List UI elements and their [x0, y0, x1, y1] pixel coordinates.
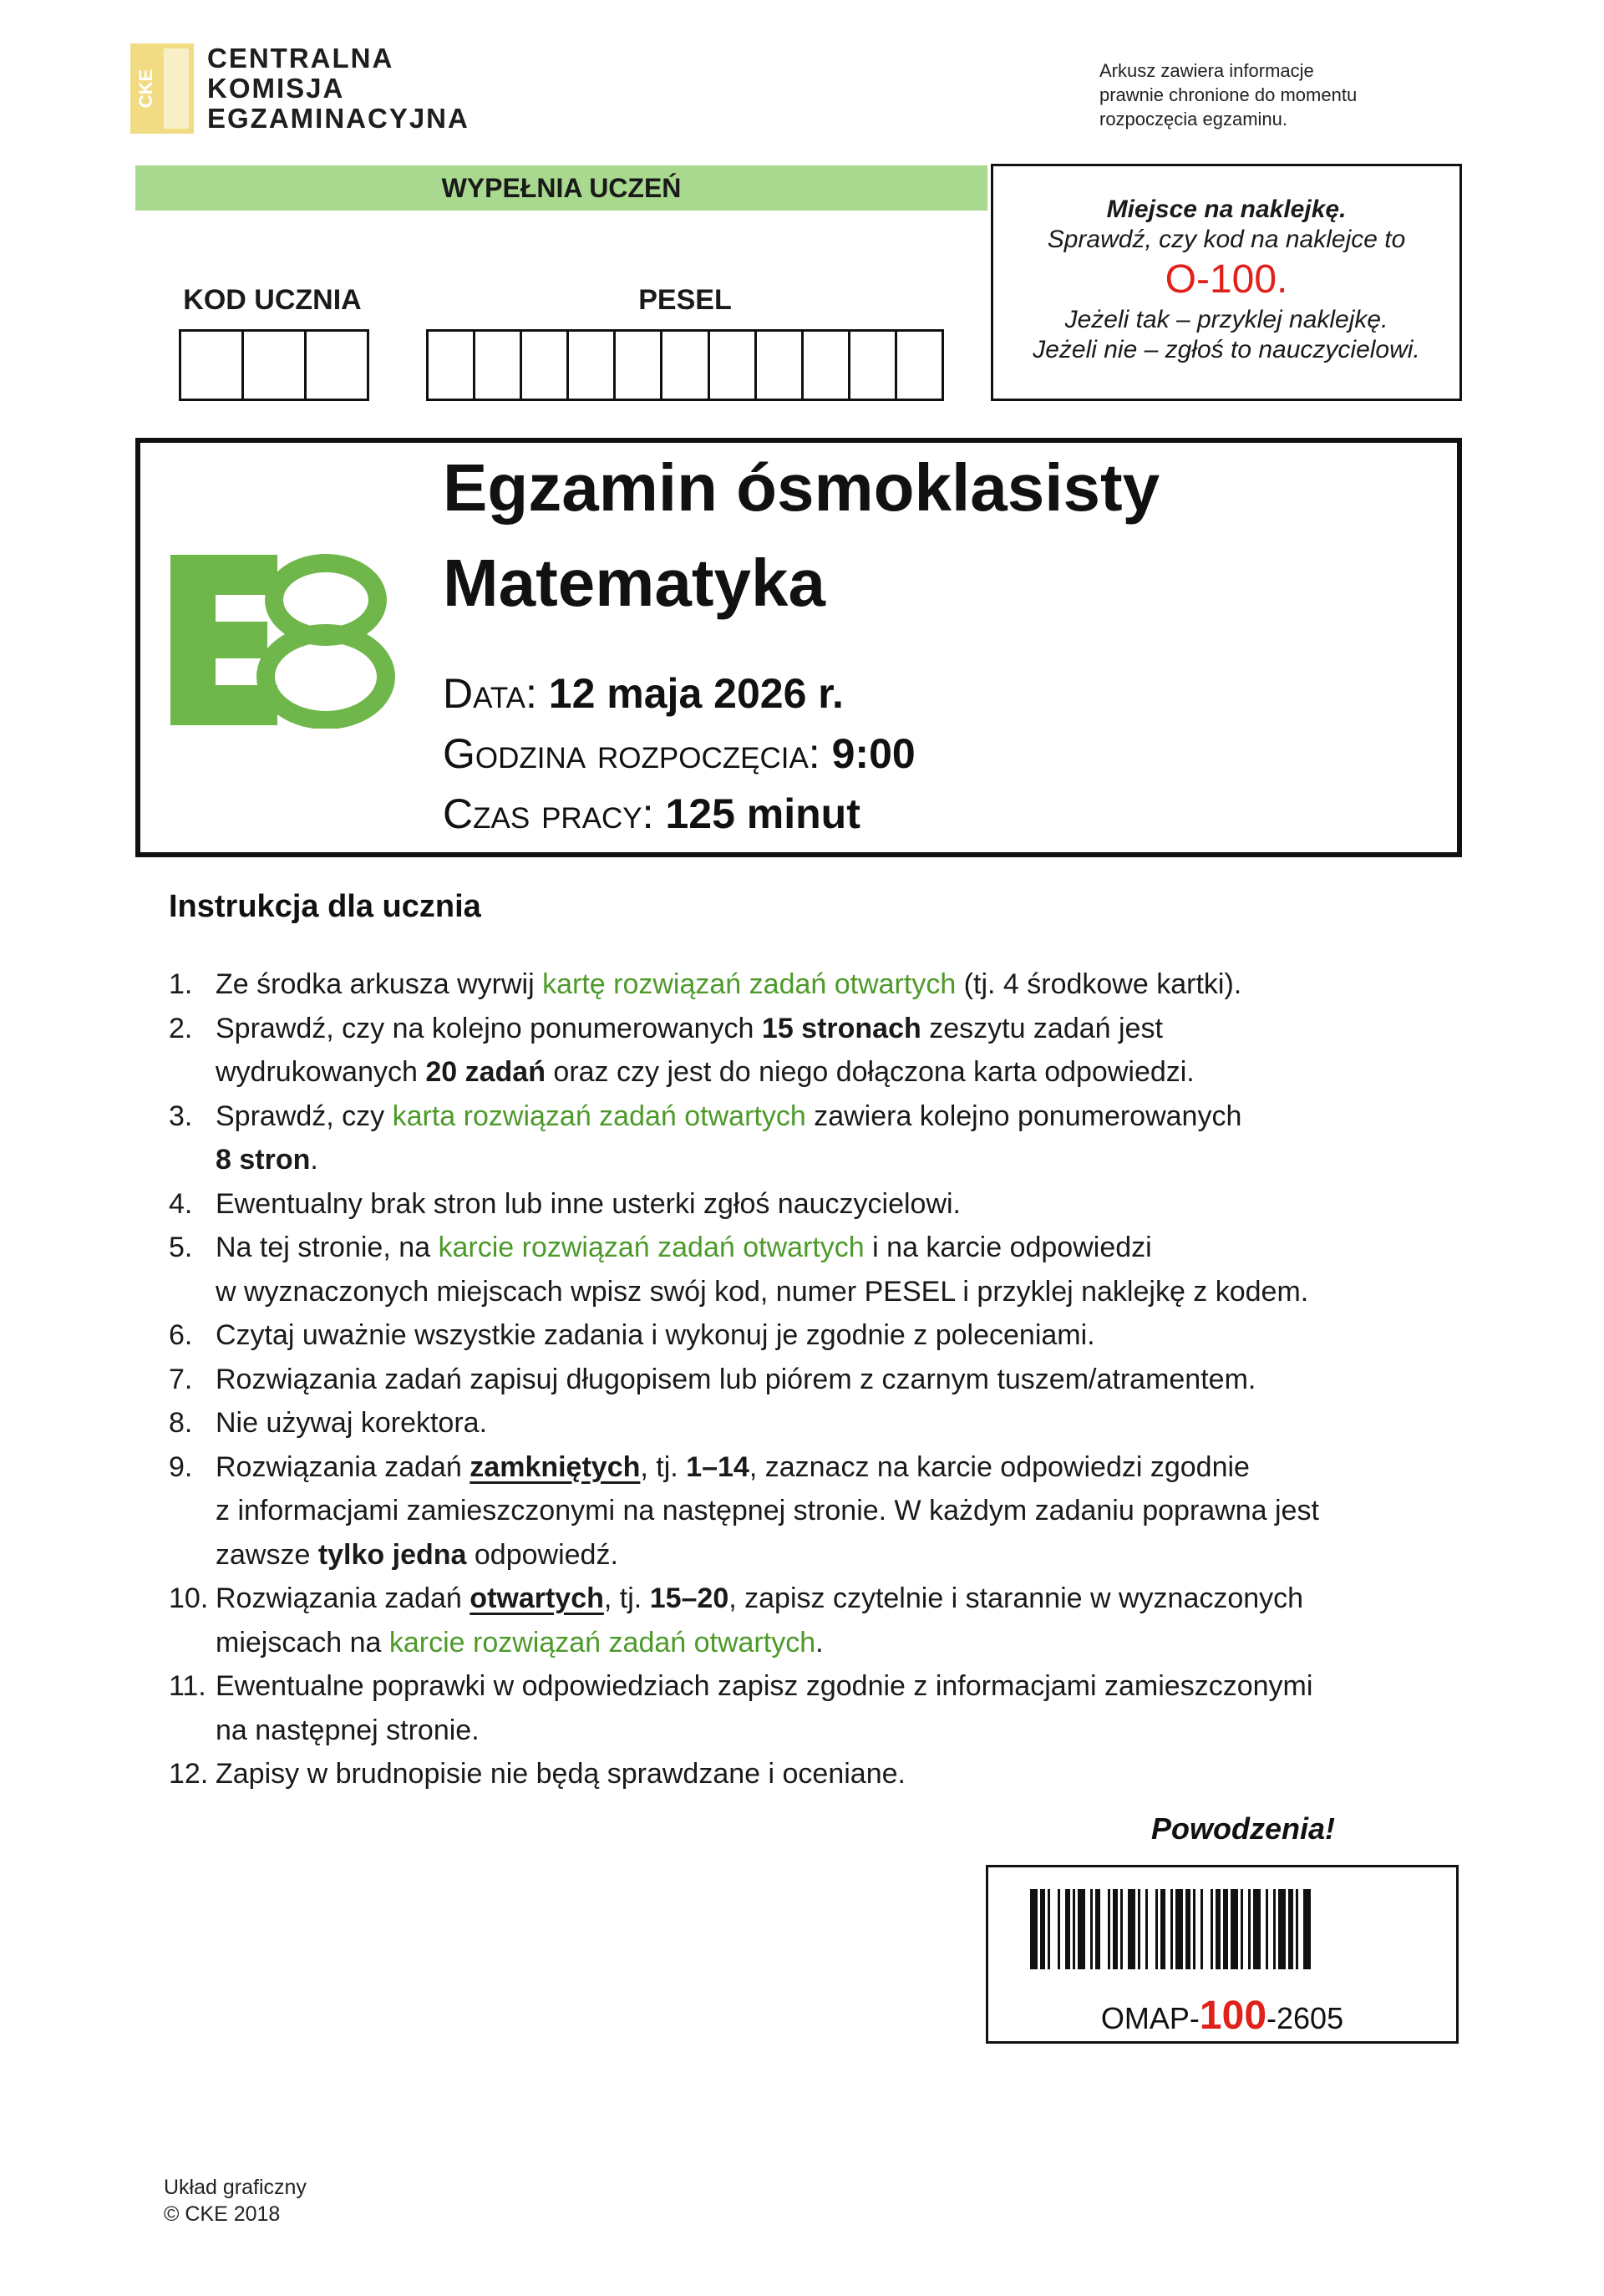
- instruction-text: [216, 1401, 1422, 1445]
- org-line-3: EGZAMINACYJNA: [207, 103, 470, 134]
- instruction-text: [216, 1577, 1422, 1664]
- instruction-text: [216, 1358, 1422, 1402]
- notice-line: rozpoczęcia egzaminu.: [1099, 109, 1288, 130]
- instruction-segment: Czytaj uważnie wszystkie zadania i wykonuj je zgodnie z poleceniami.: [216, 1319, 1095, 1351]
- barcode-bar: [1090, 1889, 1093, 1969]
- org-line-1: CENTRALNA: [207, 43, 394, 74]
- instruction-segment: Ewentualne poprawki w odpowiedziach zapisz zgodnie z informacjami zamieszczonymi: [216, 1670, 1313, 1702]
- sticker-code-value: O-100: [1165, 257, 1277, 302]
- instruction-segment: Na tej stronie, na: [216, 1232, 439, 1263]
- barcode-bar: [1248, 1889, 1251, 1969]
- instruction-segment: Nie używaj korektora.: [216, 1407, 488, 1439]
- e8-logo-icon: [167, 551, 398, 729]
- instruction-item: [169, 1752, 1422, 1796]
- instruction-item: [169, 1095, 1422, 1182]
- instruction-emphasis: 15 stronach: [761, 1012, 921, 1044]
- exam-date-label: Data:: [443, 670, 537, 717]
- barcode-bar: [1273, 1889, 1276, 1969]
- org-line-2: KOMISJA: [207, 73, 345, 104]
- instruction-number: 2.: [169, 1012, 193, 1044]
- instruction-highlight: karta rozwiązań zadań otwartych: [392, 1100, 806, 1132]
- pesel-cell[interactable]: [804, 332, 850, 399]
- barcode-bar: [1216, 1889, 1221, 1969]
- barcode-bar: [1030, 1889, 1038, 1969]
- instruction-number: 6.: [169, 1319, 193, 1351]
- instruction-text: [216, 963, 1422, 1007]
- instruction-text: [216, 1445, 1422, 1577]
- barcode-box: [986, 1865, 1459, 2044]
- barcode-bar: [1266, 1889, 1268, 1969]
- instruction-segment: , tj.: [603, 1582, 650, 1614]
- pesel-cell[interactable]: [757, 332, 804, 399]
- barcode-bar: [1138, 1889, 1140, 1969]
- instruction-number: 4.: [169, 1187, 193, 1220]
- confidentiality-notice: [1099, 58, 1434, 131]
- sticker-code: [993, 257, 1459, 303]
- barcode-bar: [1211, 1889, 1213, 1969]
- barcode-bar: [1170, 1889, 1173, 1969]
- instruction-segment: zeszytu zadań jest: [921, 1012, 1163, 1044]
- good-luck-text: Powodzenia!: [1150, 1811, 1335, 1846]
- barcode-bar: [1128, 1889, 1135, 1969]
- instruction-segment: , zapisz czytelnie i starannie w wyznaczonych: [728, 1582, 1304, 1614]
- instruction-emphasis: 8 stron: [216, 1144, 311, 1176]
- instruction-segment: Ze środka arkusza wyrwij: [216, 968, 543, 1000]
- sticker-no-line: Jeżeli nie – zgłoś to nauczycielowi.: [1033, 336, 1420, 363]
- cke-emblem-text: CKE: [135, 69, 156, 109]
- instruction-segment: zawiera kolejno ponumerowanych: [805, 1100, 1242, 1132]
- barcode-bar: [1155, 1889, 1158, 1969]
- pesel-cell[interactable]: [662, 332, 709, 399]
- instruction-item: [169, 1313, 1422, 1358]
- instruction-segment: Rozwiązania zadań zapisuj długopisem lub piórem z czarnym tuszem/atramentem.: [216, 1363, 1256, 1395]
- student-code-cell[interactable]: [307, 332, 367, 399]
- barcode-bar: [1223, 1889, 1228, 1969]
- barcode-bar: [1278, 1889, 1286, 1969]
- instruction-segment: (tj. 4 środkowe kartki).: [956, 968, 1242, 1000]
- barcode-bar: [1113, 1889, 1118, 1969]
- notice-line: prawnie chronione do momentu: [1099, 84, 1358, 105]
- barcode-bar: [1231, 1889, 1238, 1969]
- exam-title: Egzamin ósmoklasisty: [443, 450, 1160, 525]
- pesel-cell[interactable]: [522, 332, 569, 399]
- instruction-segment: z informacjami zamieszczonymi na następnej stronie. W każdym zadaniu poprawna jest: [216, 1495, 1319, 1526]
- instruction-segment: i na karcie odpowiedzi: [864, 1232, 1152, 1263]
- pesel-cell[interactable]: [710, 332, 757, 399]
- instruction-highlight: kartę rozwiązań zadań otwartych: [542, 968, 957, 1000]
- instruction-text: [216, 1226, 1422, 1313]
- instruction-emphasis: 15–20: [649, 1582, 729, 1614]
- sticker-code-period: .: [1277, 257, 1288, 302]
- notice-line: Arkusz zawiera informacje: [1099, 60, 1314, 81]
- instruction-number: 11.: [169, 1670, 206, 1702]
- pesel-cell[interactable]: [616, 332, 662, 399]
- instruction-item: [169, 1401, 1422, 1445]
- instruction-item: [169, 1664, 1422, 1752]
- instruction-text: [216, 1313, 1422, 1358]
- cke-logo: [130, 43, 470, 137]
- instruction-segment: , tj.: [640, 1450, 687, 1483]
- sticker-title: Miejsce na naklejkę.: [1106, 196, 1347, 223]
- barcode-bar: [1303, 1889, 1311, 1969]
- barcode-icon: [1030, 1889, 1419, 1973]
- barcode-bar: [1145, 1889, 1148, 1969]
- instruction-item: [169, 1445, 1422, 1577]
- instruction-segment: miejscach na: [216, 1626, 389, 1659]
- instruction-segment: Sprawdź, czy na kolejno ponumerowanych: [216, 1012, 762, 1044]
- instruction-number: 3.: [169, 1100, 193, 1132]
- instruction-segment: .: [310, 1144, 318, 1176]
- barcode-bar: [1241, 1889, 1243, 1969]
- instruction-segment: oraz czy jest do niego dołączona karta odpowiedzi.: [545, 1056, 1195, 1088]
- exam-duration-label: Czas pracy:: [443, 790, 654, 837]
- barcode-bar: [1073, 1889, 1075, 1969]
- footer-layout-credit: Układ graficzny: [164, 2176, 307, 2199]
- instruction-number: 8.: [169, 1407, 193, 1439]
- cke-emblem-icon: [130, 43, 194, 134]
- instruction-highlight: karcie rozwiązań zadań otwartych: [438, 1232, 865, 1263]
- instruction-item: [169, 1007, 1422, 1095]
- barcode-bar: [1175, 1889, 1183, 1969]
- barcode-bar: [1120, 1889, 1123, 1969]
- barcode-bar: [1058, 1889, 1060, 1969]
- pesel-cell[interactable]: [850, 332, 897, 399]
- barcode-bar: [1108, 1889, 1110, 1969]
- pesel-cell[interactable]: [569, 332, 616, 399]
- exam-duration-value: 125 minut: [665, 790, 860, 837]
- instructions-heading: Instrukcja dla ucznia: [169, 889, 481, 924]
- pesel-label: PESEL: [638, 284, 732, 316]
- instruction-number: 5.: [169, 1232, 193, 1263]
- instruction-segment: zawsze: [216, 1538, 318, 1571]
- instruction-item: [169, 1226, 1422, 1313]
- instruction-item: [169, 1358, 1422, 1402]
- instruction-number: 12.: [169, 1758, 209, 1790]
- instruction-segment: .: [815, 1626, 824, 1659]
- instruction-item: [169, 963, 1422, 1007]
- exam-date-value: 12 maja 2026 r.: [548, 670, 844, 717]
- instruction-segment: Rozwiązania zadań: [216, 1582, 470, 1614]
- pesel-boxes[interactable]: [426, 329, 944, 401]
- instruction-number: 7.: [169, 1363, 193, 1395]
- barcode-bar: [1200, 1889, 1203, 1969]
- sticker-yes-line: Jeżeli tak – przyklej naklejkę.: [1064, 306, 1388, 333]
- barcode-bar: [1288, 1889, 1293, 1969]
- footer-copyright: © CKE 2018: [164, 2202, 281, 2226]
- instruction-emphasis: tylko jedna: [317, 1538, 467, 1571]
- pesel-cell[interactable]: [897, 332, 942, 399]
- instruction-text: [216, 1007, 1422, 1095]
- barcode-bar: [1253, 1889, 1261, 1969]
- barcode-bar: [1065, 1889, 1070, 1969]
- instruction-text: [216, 1182, 1422, 1227]
- instruction-number: 1.: [169, 968, 193, 1000]
- student-code-cell[interactable]: [244, 332, 307, 399]
- sticker-area[interactable]: [991, 164, 1462, 401]
- exam-date: [443, 668, 844, 719]
- exam-start-value: 9:00: [831, 730, 916, 777]
- student-code-label: KOD UCZNIA: [183, 284, 362, 316]
- instruction-segment: wydrukowanych: [216, 1056, 426, 1088]
- instruction-item: [169, 1182, 1422, 1227]
- exam-duration: [443, 789, 860, 839]
- instruction-segment: Ewentualny brak stron lub inne usterki zgłoś nauczycielowi.: [216, 1187, 962, 1220]
- student-code-cell[interactable]: [181, 332, 244, 399]
- barcode-label: [988, 1993, 1456, 2039]
- instruction-highlight: karcie rozwiązań zadań otwartych: [388, 1626, 816, 1659]
- instruction-segment: odpowiedź.: [466, 1538, 618, 1571]
- barcode-bar: [1048, 1889, 1050, 1969]
- instruction-emphasis: otwartych: [470, 1582, 604, 1614]
- instruction-text: [216, 1095, 1422, 1182]
- barcode-prefix: OMAP-: [1100, 2001, 1200, 2035]
- barcode-highlight: 100: [1199, 1994, 1267, 2038]
- instruction-text: [216, 1664, 1422, 1752]
- barcode-suffix: -2605: [1266, 2001, 1344, 2035]
- instruction-emphasis: 20 zadań: [425, 1056, 546, 1088]
- instruction-emphasis: 1–14: [686, 1450, 749, 1483]
- exam-start: [443, 729, 916, 779]
- exam-start-label: Godzina rozpoczęcia:: [443, 730, 820, 777]
- instruction-segment: Zapisy w brudnopisie nie będą sprawdzane i oceniane.: [216, 1758, 906, 1790]
- instruction-number: 10.: [169, 1582, 209, 1614]
- exam-subject: Matematyka: [443, 546, 826, 620]
- instruction-segment: w wyznaczonych miejscach wpisz swój kod, numer PESEL i przyklej naklejkę z kodem.: [216, 1275, 1309, 1308]
- footer: [164, 2174, 307, 2227]
- sticker-check-line: Sprawdź, czy kod na naklejce to: [1047, 226, 1406, 253]
- instruction-text: [216, 1752, 1422, 1796]
- barcode-bar: [1193, 1889, 1195, 1969]
- barcode-bar: [1040, 1889, 1045, 1969]
- instruction-emphasis: zamkniętych: [470, 1450, 641, 1483]
- barcode-bar: [1185, 1889, 1190, 1969]
- instruction-segment: , zaznacz na karcie odpowiedzi zgodnie: [749, 1450, 1250, 1483]
- barcode-bar: [1296, 1889, 1298, 1969]
- pesel-cell[interactable]: [475, 332, 522, 399]
- student-fill-banner: WYPEŁNIA UCZEŃ: [135, 165, 987, 211]
- student-code-boxes[interactable]: [179, 329, 369, 401]
- barcode-bar: [1160, 1889, 1165, 1969]
- barcode-bar: [1078, 1889, 1085, 1969]
- pesel-cell[interactable]: [429, 332, 475, 399]
- instruction-segment: Sprawdź, czy: [216, 1100, 393, 1132]
- instruction-number: 9.: [169, 1450, 193, 1483]
- instruction-segment: Rozwiązania zadań: [216, 1450, 470, 1483]
- barcode-bar: [1095, 1889, 1100, 1969]
- instruction-item: [169, 1577, 1422, 1664]
- instruction-segment: na następnej stronie.: [216, 1714, 480, 1746]
- instructions-list: [169, 963, 1422, 1796]
